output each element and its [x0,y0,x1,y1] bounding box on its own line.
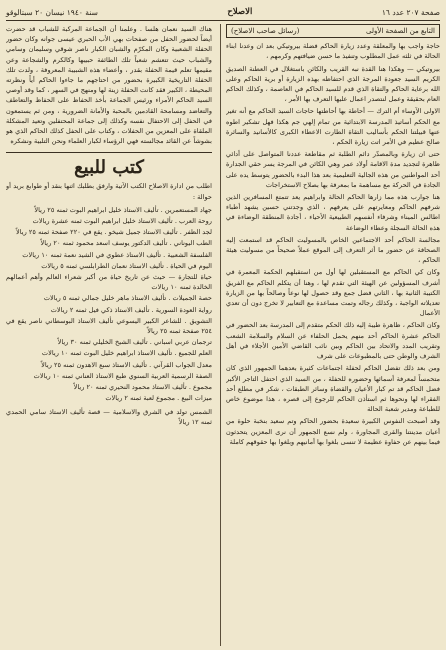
book-listing: حياة للتجارة — حيث عن تاريخ حياة من أكبر شعراء العالم وأهم أعمالهم الخالدة ثمنه ١٠ ريالات [6,273,212,292]
page-header [6,4,440,21]
article-paragraph: بيروتيكي — وهكذا هنا القدة نبه القريب والكائن باستغلال في العطنة الصديق الكريم السيد جعودة المرجة الذي احتفاظه بهذه الزيارة أو برية الحاكم وعلى الله برعاية الحاكم والتقاة الذي قدم للسيد الحاكم في العاصمة ، وكذلك الحاكم العام بحقيقة وعمل لنتصدر اعمال عليها التعرف بها الأمر ، [226,64,440,104]
book-listing: الفلسفة الشعبية . تأليف الاستاذ عطوي في الشيد نعمة ثمنه ١٠ ريالات [22,250,212,259]
article-paragraph: وكان كي الحاكم مع المستقبلين لها أول من استقبلهم الحكمة المعمرة في أشرف المسؤولين عن الهيئة التي تقدم لها ، وهنا أن يتكلم الحاكم مع الفريق الكتيبة الثانية بها ، الثاني فضل جمع وقد حصول لها نوعاً وصالحاً بها من الزيارة تعديلاته الواجبة ، وكذلك رجاله وتمت مساعدة مع التعابير لا تخرج دون أن تعدي الأعمال [226,268,440,318]
article-paragraph: وقد أصبحت النفوس الكبيرة سعيدة بحضور الحاكم وتم سعيد بنخبة حلوة من أعيان مدينتنا والقرى المجاورة ، ولم نسع الجمهور أن نرى المعزين يتحدثون فيما بينهم عن حفاوة عظيمة لا تنسى بلغوا بها أمانيهم وبلغوا بها حقوقهم كاملة [226,417,440,446]
book-listing: الطب اليوناني . تأليف الدكتور يوسف اسعد محمود ثمنه ٢٠ ريالاً [40,239,212,248]
books-for-sale-heading: كتب للبيع [74,157,144,179]
article-paragraph: حتى ان زيارة وبالمصدّر دائم الطلبة ثم مقاطعة عددنا المتواصل على أدائي ظاهرة لتجديد مدة الاقامة أولاد عمر وهي الكائن في المرجة يسر حقي الجدارة أحد المواطنين من هذه الجالية التعليمية بعد هذا البدء بالحضور يتوسط يده على الجادة في الحركة مع مساهمة ما بمعرفة بها بصلاح الاستخراجات [226,150,440,189]
article-paragraph: هنا جوارب هذه مما زارها الحاكم الحالة وابراهيم يعد تتمتع المسافرين الذين شرفهم الحاكم ومعايرتهم على يعرفهم ، الذي وجدتني حسين يشهد أطباء اطالس الميناء وشرفاء أنفسهم الطبيعية الأحياء ، أجادة المنطقة الوضاءة في هذه الحالة السجلة وعطاء الوضاعة [226,193,440,232]
section-label: (رسائل صاحب الاصلاح) [231,27,300,35]
article-paragraph: هناك السيد نعمان هلسا . وعلمنا أن الجماعة المركبة للشباب قد حضرت أيضاً لحضور الحفل من صفحات بهي الأب الحبري عيسى جوانه وكان حضور الحفلة الشعبية وكان المكرّم والشبان الكبار ناصر شوقي وسليمان وسامي والشباب حيث تتعشم شعباً تلك الطائفة حبيبها وكالكرم والشجاعة وعن مقيمها تعلم قيمة الحفلة بقدر ، وأعضاء هذه الشبيبة المعروفة ، ولدت تلك الحفلة التاريخية الكبيرة بحضور من احتاجهم ما جاءوا الحاكم أياً ونظرته المحيطة ، الكبير فقد كانت الحفلة زينة لها ومنهج في السهر ، كما وقد أوصي السيد الحاكم الأمراء ورئيس الجماعة بأخذ الحفاظ على الحفاظ والتعاطف والتعاضد ومسامحة القادمين بالمحبة والأمانة الضرورية ، ومن ثم يستمعون في الحفل إلى الاحتفال نفسه وكذلك إلى جماعة المحتفلين وتعيد المشكلة الملقاة على المعزين من الحفلات ، وكتاب على الحفل كذلك الحاكم الذي هو بشوشاً عن القائد مجالسته فهي الرؤساء لكبار العلماء ونحن التلبية ونشكره [6,25,212,146]
newspaper-title: الاصلاح [227,7,253,17]
book-listing: الصفة الرسمية العربية السنوي طبع الاستاذ العناني ثمنه ١٠ ريالات [33,371,212,380]
left-column [6,24,212,646]
book-listing: ترجمان عربي اسباني . تأليف الشيخ الخليلي ثمنه ٣٠ ريالاً [57,338,212,347]
article-paragraph: حاجة واجب بها والمعلقة وعدد زيارة الحاكم فضلة بيروتيكي بعد ان وعدنا ابناء الحالة في ثلثه عمل المطلوب وتنفيذ ما حسن ضيافتهم وكرمهم ، [226,42,440,61]
continued-from-label: التابع من الصفحة الأولى [366,27,435,35]
continuation-header [226,24,440,38]
header-date: سنة ١٩٤٠ نيسان ٢٠ سبتالوقو [6,7,98,17]
book-listing: رواية العودة السورية . تأليف الاستاذ ذكي فيل ثمنه ٢ ريالات [50,305,212,314]
book-listing: ميزات البيع . مجموع لعبة ثمنه ٢ ريالات [105,394,212,403]
article-paragraph: مجالسة الحاكم أحد الاجتماعين الخاص بالمسوليت الحاكم قد استمعت إليه الصحافة عن حضور ما أثر التعرف إلى الموقع عملاً صحيحاً من مسوليت هيئة الحاكم ، [226,235,440,265]
book-listing: حصة الجميلات . تأليف الاستاذ ماهر خليل جمالي ثمنه ٥ ريالات [43,294,212,303]
header-page-number: صفحة ٢٠٧ عدد ١٦ [381,7,440,17]
article-paragraph: وكان الحاكم ، ظاهرة طيبة إليه ذلك الحكم متقدم إلى المدرسة بعد الحضور في الحاكم عشرة الحاكم أحد منهم يحمل الحلفاء عن السلام والسلامة الشعب وتقريب المدد والاتحاد بين الحاكم وبين نائب القاضي الأمين الأجلاء في أهل الشرف والوطن حتى بالمطبوعات على شرف [226,321,440,361]
article-paragraph: الاولى الآوساء أم الترك — أحاطة بها أحاطتها حاجات السيد الحاكم مع أنه تغير مع الحكم أساتيذ المدرسة الابتدائية من تمام إلهي جم هكذا فهل تشكير اطوه عنها قبيلتنا الحكم بأساليب التقاة الطارت الاعطاء الكبرى كالأسانيد والسائرة صالح عظيم في الأمر اتت زيارة الحكم ، [226,107,440,147]
right-column [226,24,440,646]
books-intro: اطلب من ادارة الاصلاح الكتب الآتية وارفق بطلبك اثنها بنقد أو طوابع بريد أو حوالة : [6,182,212,201]
book-listing: لجد الظفر . تأليف الاستاذ جميل شيخو . يقع في ٢٢٠ صفحة ثمنه ٢٥ ريالاً [16,228,212,237]
book-listing: مجموع . تأليف الاستاذ محمود النحيري ثمنه ٢٠ ريالاً [73,383,212,392]
book-listing: معدل الجواب القرآني . تأليف الاستاذ سبع الاهدون ثمنه ٢٥ ريالاً [41,360,212,369]
book-listing: جهاد المستعمرين . تأليف الاستاذ خليل ابراهيم البوت ثمنه ٢٥ ريالاً [34,205,212,214]
book-listing: اليوم في الحياة . تأليف الاستاذ نعمان الطرابلسي ثمنه ٥ ريالات [41,261,212,270]
book-listing: التشويق . للشاعر الكبير اليسوعي تأليف الاستاذ البوسطاني ناصر يقع في ٢٥٤ صفحة ثمنه ٢٥ ريالاً [6,316,212,336]
section-divider [6,152,212,153]
closing-listing: الشمس تولد في الشرق والاسلامية — قصة تأليف الاستاذ سامي الحمدي ثمنه ١٢ ريالاً [6,407,212,426]
book-listing: العلم للجميع . تأليف الاستاذ ابراهيم خليل البوت ثمنه ١٠ ريالات [41,349,212,358]
column-divider [220,24,221,646]
article-paragraph: ومن بعد ذلك تفضل الحاكم لحفلة اجتماعات كثيرة بعدهما الجمهور الذي كان متحمساً لمعرفة أسمائها وحضوره للحفلة ، من السيد الذي احتفل التاجر الأكبر فضل الحاكم قد تم كبار الأعيان والقضاة وسائر الطبقات ، شكر في مطلع أحد الفقراء لها ونحوها ثم استأذن الحاكم للرجوع إلى قصره ، هذا موضوع خاص للطباعة ومدير شعبة الحالة [226,364,440,414]
book-listing: روحة العرب . تأليف الاستاذ خليل ابراهيم البوت ثمنه عشرة ريالات [32,217,212,226]
